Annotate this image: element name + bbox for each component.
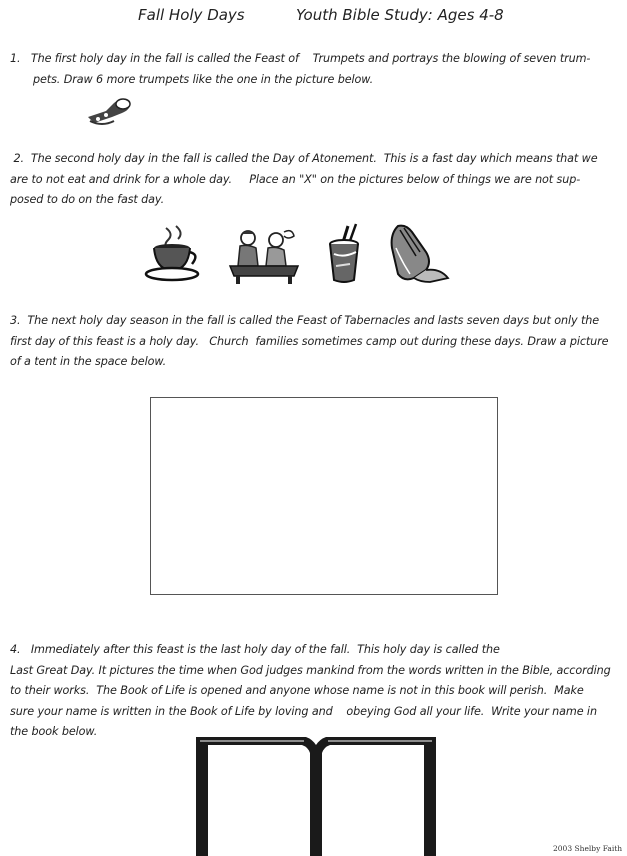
question-1-line-1: 1. The first holy day in the fall is called the Feast of Trumpets and portrays the blowing of seven trum- <box>10 52 591 65</box>
question-4-line-2: Last Great Day. It pictures the time when God judges mankind from the words written in the Bible, according <box>10 663 611 677</box>
question-1-line-2: pets. Draw 6 more trumpets like the one in the picture below. <box>33 72 374 86</box>
question-2-line-2: are to not eat and drink for a whole day. Place an "X" on the pictures below of things we are not sup- <box>10 172 581 186</box>
open-book-icon[interactable] <box>194 735 438 856</box>
question-3-line-2: first day of this feast is a holy day. Church families sometimes camp out during these days. Draw a picture <box>10 334 609 348</box>
people-eating-icon <box>228 226 300 284</box>
question-3 <box>10 311 624 373</box>
drink-glass-icon <box>326 222 366 286</box>
question-4-line-4: sure your name is written in the Book of Life by loving and obeying God all your life. Write your name in <box>10 704 597 718</box>
question-4-line-3: to their works. The Book of Life is opened and anyone whose name is not in this book will perish. Make <box>10 684 584 697</box>
question-3-line-3: of a tent in the space below. <box>10 355 167 368</box>
coffee-cup-icon <box>144 224 204 286</box>
question-2-line-1: 2. The second holy day in the fall is called the Day of Atonement. This is a fast day which means that we <box>10 152 598 165</box>
tent-drawing-area[interactable] <box>150 397 498 595</box>
question-4-line-5: the book below. <box>10 725 98 738</box>
question-2 <box>10 149 624 211</box>
praying-hands-icon <box>386 222 450 284</box>
question-4-line-1: 4. Immediately after this feast is the last holy day of the fall. This holy day is called the <box>10 643 500 656</box>
copyright-credit: 2003 Shelby Faith <box>553 844 623 853</box>
question-1 <box>10 49 622 90</box>
page-subtitle: Youth Bible Study: Ages 4-8 <box>296 6 504 24</box>
question-2-line-3: posed to do on the fast day. <box>10 193 165 206</box>
question-4 <box>10 640 624 743</box>
page-title: Fall Holy Days <box>138 6 245 24</box>
question-3-line-1: 3. The next holy day season in the fall is called the Feast of Tabernacles and lasts seven days but only the <box>10 314 600 327</box>
trumpet-icon <box>84 93 134 127</box>
